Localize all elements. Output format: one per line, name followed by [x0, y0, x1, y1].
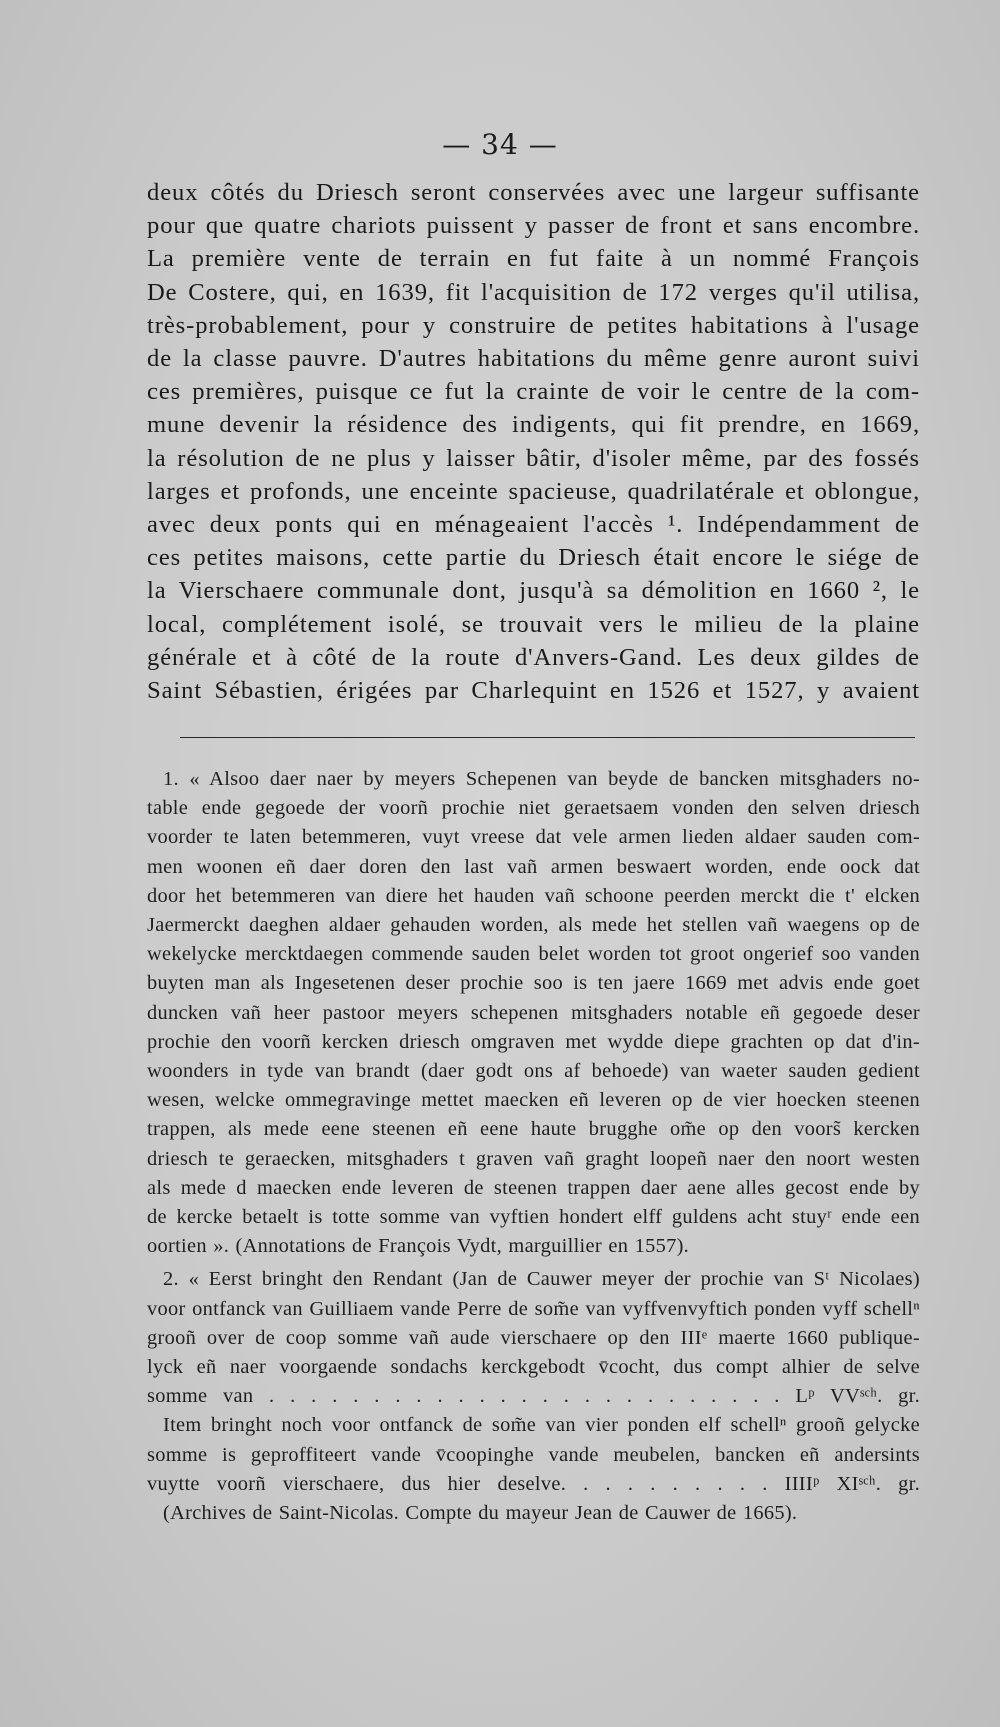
body-line: ces petites maisons, cette partie du Driesch était encore le siége de: [147, 544, 920, 572]
footnote-line: wekelycke mercktdaegen commende sauden belet worden tot groot ongerief soo vanden: [147, 943, 920, 966]
body-line: larges et profonds, une enceinte spacieuse, quadrilatérale et oblongue,: [147, 477, 921, 505]
footnote-line: 1. « Alsoo daer naer by meyers Schepenen van beyde de bancken mitsghaders no-: [163, 768, 920, 790]
footnote-line: als mede d maecken ende leveren de steenen trappen daer aene alles gecost ende by: [147, 1176, 920, 1199]
body-line: deux côtés du Driesch seront conservées avec une largeur suffisante: [147, 179, 920, 206]
footnote-line: prochie den voorñ kercken driesch omgraven met wydde diepe grachten op dat d'in-: [147, 1030, 920, 1053]
footnote-line: buyten man als Ingesetenen deser prochie soo is ten jaere 1669 met advis ende goet: [147, 972, 920, 995]
footnote-line: (Archives de Saint-Nicolas. Compte du mayeur Jean de Cauwer de 1665).: [163, 1502, 798, 1525]
body-line: très-probablement, pour y construire de petites habitations à l'usage: [147, 311, 920, 339]
footnote-line: vuytte voorñ vierschaere, dus hier deselve. . . . . . . . . . IIIIᵖ XIˢᶜʰ. gr.: [147, 1472, 920, 1495]
body-line: local, complétement isolé, se trouvait vers le milieu de la plaine: [147, 610, 920, 638]
main-paragraph: [147, 176, 920, 707]
footnote-1: [147, 765, 920, 1261]
footnote-line: voor ontfanck van Guilliaem vande Perre de som̃e van vyffvenvyftich ponden vyff schellⁿ: [147, 1297, 920, 1320]
footnote-2: [147, 1265, 920, 1528]
footnote-line: voorder te laten betemmeren, vuyt vreese dat vele armen lieden aldaer sauden com-: [147, 826, 920, 849]
footnote-separator: [180, 737, 915, 738]
body-line: De Costere, qui, en 1639, fit l'acquisition de 172 verges qu'il utilisa,: [147, 278, 920, 306]
footnote-line: somme is geproffiteert vande v̄coopinghe vande meubelen, bancken eñ andersints: [147, 1443, 920, 1466]
footnotes: [147, 765, 920, 1528]
footnote-line: Jaermerckt daeghen aldaer gehauden worden, als mede het stellen vañ waegens op de: [147, 914, 920, 937]
page-number: — 34 —: [442, 128, 558, 161]
footnote-line: 2. « Eerst bringht den Rendant (Jan de Cauwer meyer der prochie van Sᵗ Nicolaes): [163, 1268, 920, 1291]
footnote-line: grooñ over de coop somme vañ aude vierschaere op den IIIᵉ maerte 1660 publique-: [147, 1326, 920, 1349]
body-line: La première vente de terrain en fut faite à un nommé François: [147, 245, 920, 273]
footnote-line: duncken vañ heer pastoor meyers schepenen mitsghaders notable eñ gegoede deser: [147, 1001, 920, 1024]
footnote-line: men woonen eñ daer doren den last vañ armen beswaert worden, ende oock dat: [147, 855, 920, 878]
footnote-line: driesch te geraecken, mitsghaders t graven vañ graght loopeñ naer den noort westen: [147, 1147, 920, 1170]
footnote-line: de kercke betaelt is totte somme van vyftien hondert elff guldens acht stuyʳ ende een: [147, 1206, 920, 1229]
footnote-line: trappen, als mede eene steenen eñ eene haute brugghe om̃e op den voors̃ kercken: [147, 1118, 920, 1141]
footnote-line: somme van . . . . . . . . . . . . . . . . . . . . . . . . . Lᵖ VVˢᶜʰ. gr.: [147, 1385, 920, 1408]
body-line: mune devenir la résidence des indigents, qui fit prendre, en 1669,: [147, 411, 920, 439]
footnote-line: oortien ». (Annotations de François Vydt, marguillier en 1557).: [147, 1235, 690, 1258]
body-line: la Vierschaere communale dont, jusqu'à sa démolition en 1660 ², le: [147, 577, 920, 605]
footnote-line: door het betemmeren van diere het hauden vañ schoone peerden merckt die t' elcken: [147, 884, 920, 907]
body-line: la résolution de ne plus y laisser bâtir, d'isoler même, par des fossés: [147, 444, 920, 472]
body-line: générale et à côté de la route d'Anvers-Gand. Les deux gildes de: [147, 643, 920, 671]
body-line: Saint Sébastien, érigées par Charlequint en 1526 et 1527, y avaient: [147, 677, 920, 705]
body-line: ces premières, puisque ce fut la crainte de voir le centre de la com-: [147, 378, 920, 406]
body-line: avec deux ponts qui en ménageaient l'accès ¹. Indépendamment de: [147, 511, 920, 539]
footnote-line: table ende gegoede der voorñ prochie niet geraetsaem vonden den selven driesch: [147, 797, 920, 820]
footnote-line: lyck eñ naer voorgaende sondachs kerckgebodt v̄cocht, dus compt alhier de selve: [147, 1356, 920, 1379]
body-line: de la classe pauvre. D'autres habitations du même genre auront suivi: [147, 345, 920, 373]
footnote-line: wesen, welcke ommegravinge mettet maecken eñ leveren op de vier hoecken steenen: [147, 1089, 920, 1112]
footnote-line: Item bringht noch voor ontfanck de som̃e van vier ponden elf schellⁿ grooñ gelycke: [163, 1414, 920, 1437]
body-line: pour que quatre chariots puissent y passer de front et sans encombre.: [147, 212, 920, 240]
footnote-line: woonders in tyde van brandt (daer godt ons af behoede) van waeter sauden gedient: [147, 1060, 920, 1083]
